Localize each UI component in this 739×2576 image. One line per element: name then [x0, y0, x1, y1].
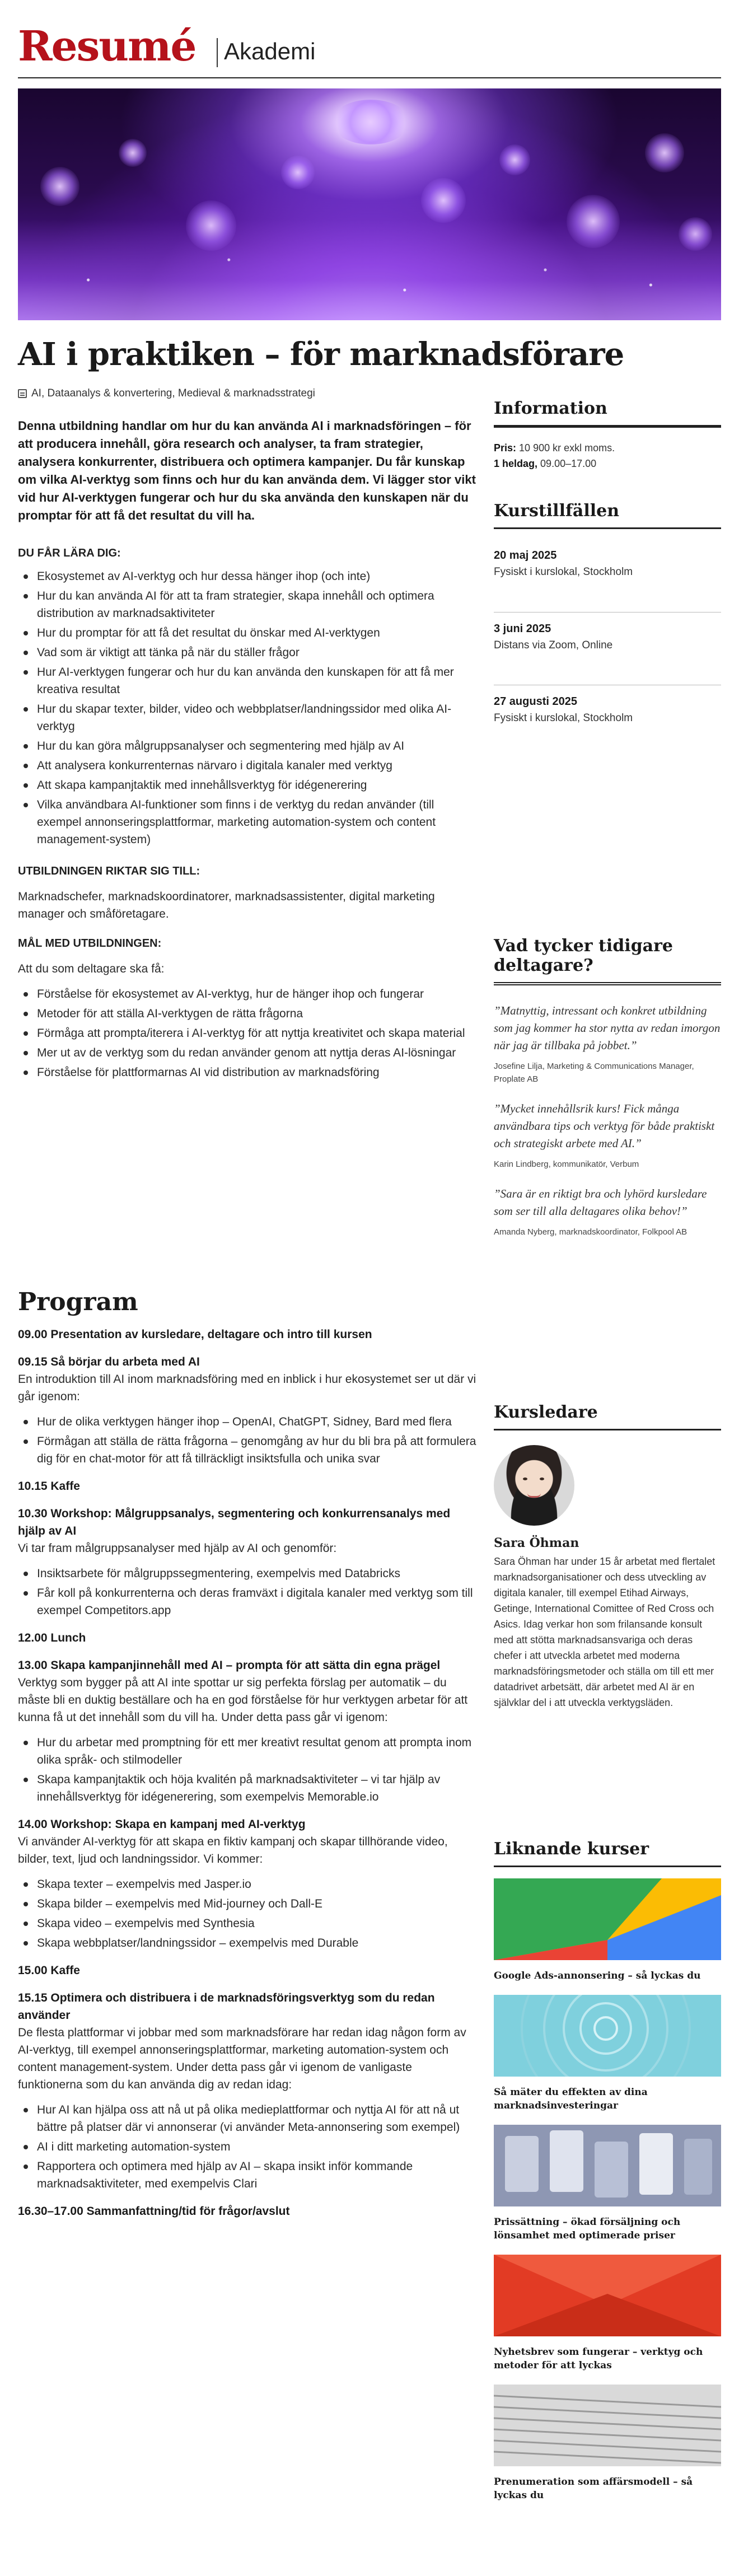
duration-value: 09.00–17.00 [540, 458, 597, 469]
info-title: Information [494, 399, 721, 428]
date-option[interactable] [494, 539, 721, 612]
course-caption[interactable]: Nyhetsbrev som fungerar – verktyg och metoder för att lyckas [494, 2346, 703, 2371]
list-item: Hur AI kan hjälpa oss att nå ut på olika medieplattformar och nyttja AI för att nå ut bättre på platser där vi annonserar (vi använder Meta-annonsering som exempel) [18, 2101, 477, 2136]
review-author: Amanda Nyberg, marknadskoordinator, Folkpool AB [494, 1227, 687, 1237]
price-tags-graphic [494, 2125, 721, 2206]
info-panel [494, 399, 721, 471]
program-item [18, 2203, 477, 2220]
course-thumbnail[interactable] [494, 2255, 721, 2336]
program-item [18, 1989, 477, 2192]
review-author: Josefine Lilja, Marketing & Communications Manager, Proplate AB [494, 1062, 694, 1084]
program-heading: 14.00 Workshop: Skapa en kampanj med AI-verktyg [18, 1818, 306, 1831]
goal-heading: MÅL MED UTBILDNINGEN: [18, 937, 162, 950]
google-ads-graphic [494, 1878, 721, 1960]
program-item [18, 1962, 477, 1979]
brand-subtitle[interactable]: Akademi [224, 38, 316, 64]
program-item [18, 1478, 477, 1495]
goal-intro: Att du som deltagare ska få: [18, 962, 165, 975]
category-list [18, 387, 477, 400]
date-option[interactable] [494, 685, 721, 758]
date-location: Fysiskt i kurslokal, Stockholm [494, 712, 633, 724]
envelope-graphic [494, 2255, 721, 2336]
program-item [18, 1505, 477, 1619]
date-location: Distans via Zoom, Online [494, 639, 613, 651]
leader-name: Sara Öhman [494, 1536, 579, 1550]
list-item: Förmåga att prompta/iterera i AI-verktyg för att nyttja kreativitet och skapa material [18, 1025, 477, 1042]
list-item: Förmågan att ställa de rätta frågorna – genomgång av hur du bli bra på att formulera dig för en chat-motor för att få tillräckligt insiktsfulla och unika svar [18, 1433, 477, 1467]
avatar-eye [523, 1478, 527, 1480]
program-heading: 10.15 Kaffe [18, 1480, 80, 1493]
logo-divider [217, 38, 218, 67]
review [494, 1100, 721, 1171]
date-option[interactable] [494, 612, 721, 685]
glitter-surface [18, 219, 721, 320]
list-item: Får koll på konkurrenterna och deras framväxt i digitala kanaler med verktyg som till exempel Competitors.app [18, 1584, 477, 1619]
program-heading: 10.30 Workshop: Målgruppsanalys, segmentering och konkurrensanalys med hjälp av AI [18, 1507, 451, 1537]
program-heading: 15.15 Optimera och distribuera i de marknadsföringsverktyg som du redan använder [18, 1991, 435, 2022]
list-item: Hur du kan använda AI för att ta fram strategier, skapa innehåll och optimera distribution av marknadsaktiviteter [18, 587, 477, 622]
program-item [18, 1326, 477, 1343]
program-item [18, 1657, 477, 1806]
leader-bio: Sara Öhman har under 15 år arbetat med flertalet marknadsorganisationer och dess utveckling av digitala kanaler, till exempel Etihad Airways, Getinge, International Comittee of Red Cross och Asics. Idag verkar hon som frilansande konsult med att stötta marknadsansvariga och deras chefer i att utveckla arbetet med moderna marknadsföringsmetoder och ställa om till ett mer datadrivet arbetsätt, där arbetet med AI är en självklar del i att utveckla verktygsläden. [494, 1556, 715, 1708]
category-icon [18, 389, 27, 398]
bokeh-light [331, 100, 410, 144]
list-item: Skapa bilder – exempelvis med Mid-journey och Dall-E [18, 1895, 477, 1913]
course-intro: Denna utbildning handlar om hur du kan använda AI i marknadsföringen – för att producera innehåll, göra research och analyser, ta fram strategier, analysera konkurrenter, distribuera och optimera kampanjer. Du får kunskap om vilka AI-verktyg som finns och hur du kan använda dem. Vi lägger stor vikt vid hur AI-verktygen fungerar och hur du ska använda den kunskapen när du promptar för att få det resultat du vill ha. [18, 419, 476, 522]
audience-heading: UTBILDNINGEN RIKTAR SIG TILL: [18, 865, 200, 877]
program-item [18, 1629, 477, 1647]
course-caption[interactable]: Så mäter du effekten av dina marknadsinvesteringar [494, 2087, 648, 2111]
bokeh-light [119, 139, 147, 167]
list-item: Skapa kampanjtaktik och höja kvalitén på marknadsaktiviteter – vi tar hjälp av innehållsverktyg för idégenerering, som exempelvis Memorable.io [18, 1771, 477, 1806]
list-item: Att analysera konkurrenternas närvaro i digitala kanaler med verktyg [18, 757, 477, 774]
duration-line [494, 456, 721, 471]
price-value: 10 900 kr exkl moms. [519, 442, 615, 454]
duration-label: 1 heldag, [494, 458, 538, 469]
program-text: Vi tar fram målgruppsanalyser med hjälp av AI och genomför: [18, 1542, 337, 1555]
program-heading: 16.30–17.00 Sammanfattning/tid för frågor/avslut [18, 2205, 290, 2218]
dates-title: Kurstillfällen [494, 501, 721, 529]
date-value: 3 juni 2025 [494, 623, 551, 635]
program-heading: 09.00 Presentation av kursledare, deltagare och intro till kursen [18, 1328, 372, 1341]
water-ripple-graphic [494, 1995, 721, 2077]
list-item: Hur du kan göra målgruppsanalyser och segmentering med hjälp av AI [18, 737, 477, 755]
avatar-mouth [527, 1493, 541, 1498]
brand-logo[interactable]: Resumé [18, 22, 196, 71]
list-item: Ekosystemet av AI-verktyg och hur dessa hänger ihop (och inte) [18, 568, 477, 585]
list-item: Skapa webbplatser/landningssidor – exempelvis med Durable [18, 1934, 477, 1952]
avatar [494, 1445, 574, 1526]
date-value: 27 augusti 2025 [494, 695, 577, 708]
leader-title: Kursledare [494, 1402, 721, 1430]
program-heading: 13.00 Skapa kampanjinnehåll med AI – prompta för att sätta din egna prägel [18, 1659, 441, 1672]
price-line [494, 440, 721, 456]
course-card[interactable] [494, 1995, 721, 2112]
program-heading: 12.00 Lunch [18, 1631, 86, 1644]
audience-text: Marknadschefer, marknadskoordinatorer, marknadsassistenter, digital marketing manager och småföretagare. [18, 890, 435, 920]
list-item: Hur du skapar texter, bilder, video och webbplatser/landningssidor med olika AI-verktyg [18, 700, 477, 735]
course-thumbnail[interactable] [494, 2385, 721, 2466]
list-item: Förståelse för ekosystemet av AI-verktyg, hur de hänger ihop och fungerar [18, 985, 477, 1003]
bokeh-light [281, 156, 315, 189]
list-item: Skapa texter – exempelvis med Jasper.io [18, 1876, 477, 1893]
list-item: AI i ditt marketing automation-system [18, 2138, 477, 2156]
leader-panel [494, 1402, 721, 1710]
bokeh-light [499, 144, 530, 175]
review-author: Karin Lindberg, kommunikatör, Verbum [494, 1160, 639, 1169]
program-heading: 15.00 Kaffe [18, 1964, 80, 1977]
program-text: Verktyg som bygger på att AI inte spottar ur sig perfekta förslag per automatik – du måste bli en duktig beställare och ha en god förståelse för hur verktygen arbetar för att kunna få ut det innehåll som du vill ha. Under detta pass går vi igenom: [18, 1676, 468, 1724]
similar-courses-panel [494, 1839, 721, 2514]
course-thumbnail[interactable] [494, 1995, 721, 2077]
course-card[interactable] [494, 2255, 721, 2372]
review-quote: ”Sara är en riktigt bra och lyhörd kursledare som ser till alla deltagares olika behov!” [494, 1187, 707, 1218]
list-item: Hur AI-verktygen fungerar och hur du kan använda den kunskapen för att få mer kreativa resultat [18, 663, 477, 698]
course-caption[interactable]: Google Ads-annonsering – så lyckas du [494, 1970, 701, 1981]
program-item [18, 1353, 477, 1467]
course-caption[interactable]: Prenumeration som affärsmodell – så lyckas du [494, 2476, 693, 2501]
program-list [18, 2101, 477, 2192]
course-caption[interactable]: Prissättning – ökad försäljning och lönsamhet med optimerade priser [494, 2217, 681, 2241]
avatar-eye [540, 1478, 544, 1480]
list-item: Vilka användbara AI-funktioner som finns i de verktyg du redan använder (till exempel annonseringsplattformar, marketing automation-system och content management-system) [18, 796, 477, 848]
list-item: Mer ut av de verktyg som du redan använder genom att nyttja deras AI-lösningar [18, 1044, 477, 1062]
program-title: Program [18, 1288, 138, 1316]
program-text: Vi använder AI-verktyg för att skapa en fiktiv kampanj och skapar tillhörande video, bilder, text, ljud och landningssidor. Vi kommer: [18, 1835, 448, 1866]
bokeh-light [421, 178, 466, 223]
list-item: Rapportera och optimera med hjälp av AI – skapa insikt inför kommande marknadsaktiviteter, med exempelvis Clari [18, 2158, 477, 2192]
review-quote: ”Mycket innehållsrik kurs! Fick många användbara tips och verktyg för både praktiskt och strategiskt arbete med AI.” [494, 1102, 715, 1150]
goal-list [18, 985, 477, 1081]
category-links[interactable]: AI, Dataanalys & konvertering, Medieval & marknadsstrategi [31, 387, 315, 399]
program-list [18, 1413, 477, 1467]
reviews-panel [494, 936, 721, 1253]
learn-heading: DU FÅR LÄRA DIG: [18, 547, 121, 559]
list-item: Insiktsarbete för målgruppssegmentering, exempelvis med Databricks [18, 1565, 477, 1582]
program-list [18, 1565, 477, 1619]
bokeh-light [40, 167, 79, 206]
course-card[interactable] [494, 2125, 721, 2242]
program-item [18, 1816, 477, 1952]
program-list [18, 1734, 477, 1806]
list-item: Skapa video – exempelvis med Synthesia [18, 1915, 477, 1932]
course-card[interactable] [494, 1878, 721, 1983]
architecture-graphic [494, 2385, 721, 2466]
review-quote: ”Matnyttig, intressant och konkret utbildning som jag kommer ha stor nytta av redan imorgon när jag är tillbaka på jobbet.” [494, 1004, 721, 1052]
list-item: Att skapa kampanjtaktik med innehållsverktyg för idégenerering [18, 777, 477, 794]
list-item: Förståelse för plattformarnas AI vid distribution av marknadsföring [18, 1064, 477, 1081]
hero-image [18, 88, 721, 320]
site-header [18, 22, 721, 78]
course-card[interactable] [494, 2385, 721, 2502]
list-item: Metoder för att ställa AI-verktygen de rätta frågorna [18, 1005, 477, 1022]
review [494, 1185, 721, 1238]
program-text: En introduktion till AI inom marknadsföring med en inblick i hur ekosystemet ser ut där vi går igenom: [18, 1373, 476, 1403]
program-schedule [18, 1326, 477, 2230]
date-value: 20 maj 2025 [494, 549, 557, 562]
list-item: Hur du promptar för att få det resultat du önskar med AI-verktygen [18, 624, 477, 642]
page-title: AI i praktiken – för marknadsförare [18, 336, 624, 373]
list-item: Vad som är viktigt att tänka på när du ställer frågor [18, 644, 477, 661]
list-item: Hur du arbetar med promptning för ett mer kreativt resultat genom att prompta inom olika språk- och stilmodeller [18, 1734, 477, 1769]
course-thumbnail[interactable] [494, 1878, 721, 1960]
bokeh-light [645, 133, 684, 172]
dates-panel [494, 501, 721, 758]
program-heading: 09.15 Så börjar du arbeta med AI [18, 1355, 200, 1368]
date-location: Fysiskt i kurslokal, Stockholm [494, 566, 633, 578]
similar-title: Liknande kurser [494, 1839, 721, 1867]
list-item: Hur de olika verktygen hänger ihop – OpenAI, ChatGPT, Sidney, Bard med flera [18, 1413, 477, 1430]
learn-list [18, 568, 477, 848]
program-text: De flesta plattformar vi jobbar med som marknadsförare har redan idag någon form av AI-verktyg, till exempel annonseringsplattformar, marketing automation-system och content management-system. Under detta pass går vi igenom de vanligaste funktionerna som du kan använda dig av redan idag: [18, 2026, 466, 2091]
review [494, 1002, 721, 1086]
reviews-title: Vad tycker tidigare deltagare? [494, 936, 721, 985]
price-label: Pris: [494, 442, 517, 454]
course-description [18, 417, 477, 1083]
course-thumbnail[interactable] [494, 2125, 721, 2206]
program-list [18, 1876, 477, 1952]
